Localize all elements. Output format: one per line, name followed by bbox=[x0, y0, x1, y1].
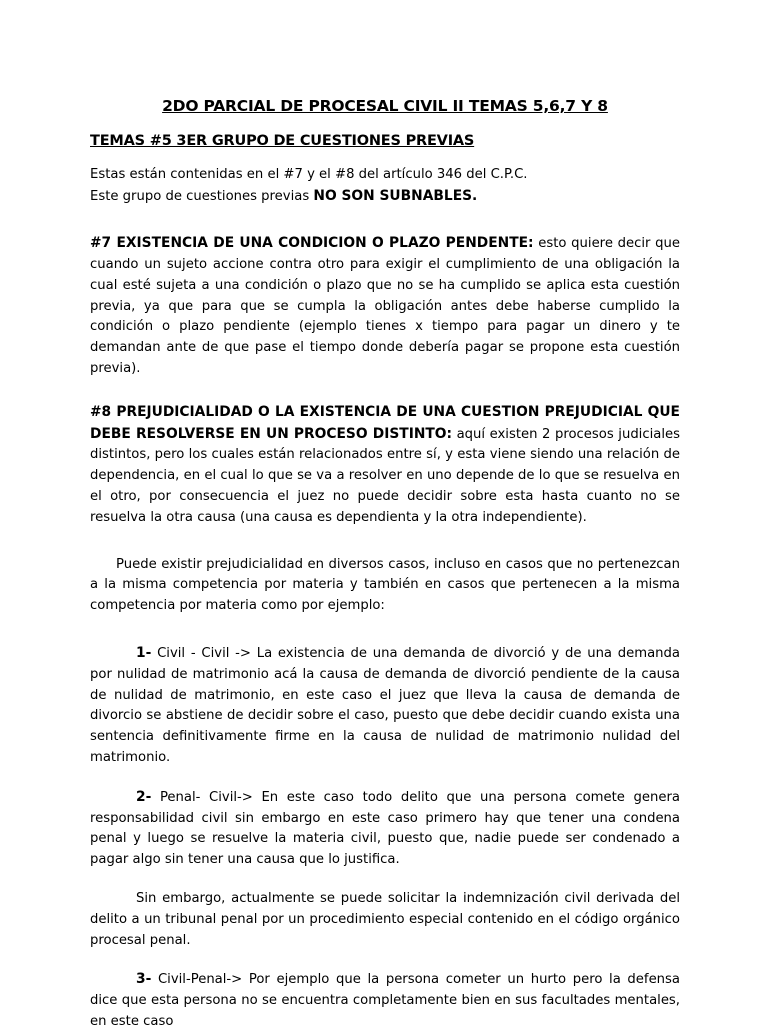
section-7-body: esto quiere decir que cuando un sujeto accione contra otro para exigir el cumplimiento de una obligación la cual esté sujeta a una condición o plazo que no se ha cumplido se aplica esta cuestión previa, ya que para que se cumpla la obligación antes debe haberse cumplido la condición o plazo pendiente (ejemplo tienes x tiempo para pagar un dinero y te demandan ante de que pase el tiempo donde debería pagar se propone esta cuestión previa). bbox=[90, 236, 680, 376]
case-2-paragraph bbox=[90, 787, 680, 871]
case-1-text: Civil - Civil -> La existencia de una demanda de divorció y de una demanda por nulidad de matrimonio acá la causa de demanda de divorció pendiente de la causa de nulidad de matrimonio, en este caso el juez que lleva la causa de demanda de divorcio se abstiene de decidir sobre el caso, puesto que debe decidir cuando exista una sentencia definitivamente firme en la causa de nulidad de matrimonio nulidad del matrimonio. bbox=[90, 645, 680, 765]
case-2-number: 2- bbox=[136, 788, 152, 805]
no-son-subnables: NO SON SUBNABLES. bbox=[313, 187, 478, 204]
section-8-body: aquí existen 2 procesos judiciales distintos, pero los cuales están relacionados entre sí, y esta viene siendo una relación de dependencia, en el cual lo que se va a resolver en uno depende de lo que se resuelva en el otro, por consecuencia el juez no puede decidir sobre esta hasta cuanto no se resuelva la otra causa (una causa es dependienta y la otra independiente). bbox=[90, 426, 680, 525]
section-7-paragraph bbox=[90, 233, 680, 380]
case-3-number: 3- bbox=[136, 971, 152, 988]
case-3-paragraph bbox=[90, 969, 680, 1032]
case-1-number: 1- bbox=[136, 644, 152, 661]
case-1-paragraph bbox=[90, 643, 680, 769]
prejudicial-paragraph: Puede existir prejudicialidad en diversos casos, incluso en casos que no pertenezcan a la misma competencia por materia y también en casos que pertenecen a la misma competencia por materia como por ejemplo: bbox=[90, 556, 680, 614]
intro-line-2 bbox=[90, 186, 680, 208]
intro-line-2-text: Este grupo de cuestiones previas bbox=[90, 188, 314, 204]
section-subtitle: TEMAS #5 3ER GRUPO DE CUESTIONES PREVIAS bbox=[90, 133, 475, 149]
section-7-heading: #7 EXISTENCIA DE UNA CONDICION O PLAZO PENDENTE: bbox=[90, 235, 534, 252]
document-title: 2DO PARCIAL DE PROCESAL CIVIL II TEMAS 5,6,7 Y 8 bbox=[162, 97, 608, 115]
intro-line-1: Estas están contenidas en el #7 y el #8 del artículo 346 del C.P.C. bbox=[90, 167, 528, 182]
section-8-paragraph bbox=[90, 402, 680, 529]
case-3-text: Civil-Penal-> Por ejemplo que la persona cometer un hurto pero la defensa dice que esta persona no se encuentra completamente bien en sus facultades mentales, en este caso bbox=[90, 972, 680, 1029]
case-2-text: Penal- Civil-> En este caso todo delito que una persona comete genera responsabilidad civil sin embargo en este caso primero hay que tener una condena penal y luego se resuelve la materia civil, puesto que, nadie puede ser condenado a pagar algo sin tener una causa que lo justifica. bbox=[90, 789, 680, 868]
section-8-heading: #8 PREJUDICIALIDAD O LA EXISTENCIA DE UNA CUESTION PREJUDICIAL QUE DEBE RESOLVERSE EN UN PROCESO DISTINTO: bbox=[90, 403, 680, 442]
sin-embargo-paragraph: Sin embargo, actualmente se puede solicitar la indemnización civil derivada del delito a un tribunal penal por un procedimiento especial contenido en el código orgánico procesal penal. bbox=[90, 890, 680, 948]
